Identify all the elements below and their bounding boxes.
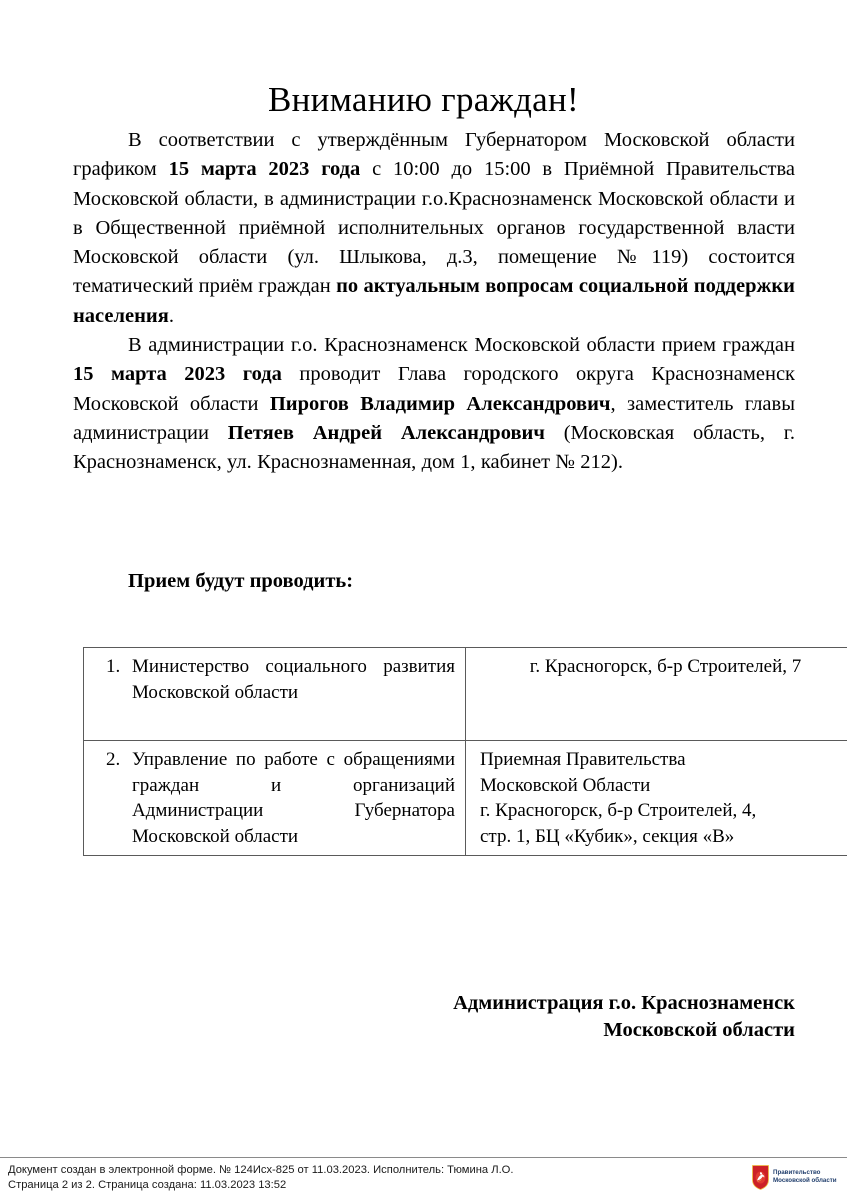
table-row: [84, 741, 847, 856]
paragraph1-segment-1: В соответствии с утверждённым Губернатором Московской области графиком: [73, 129, 795, 181]
table-cell-address: [466, 741, 847, 856]
table-cell-organization: [84, 648, 466, 741]
paragraph2-segment-1: В администрации г.о. Краснознаменск Московской области прием граждан: [128, 334, 795, 357]
badge-line-2: Московской области: [773, 1177, 837, 1184]
paragraph2-segment-2: проводит Глава городского округа Краснознаменск Московской области: [73, 363, 795, 415]
signature-line-1: Администрация г.о. Краснознаменск: [453, 992, 795, 1014]
government-badge: [752, 1162, 840, 1192]
paragraph1-segment-3: .: [168, 304, 174, 327]
footer-line-1: Документ создан в электронной форме. № 124Исх-825 от 11.03.2023. Исполнитель: Тюмина Л.О.: [8, 1164, 514, 1176]
badge-line-1: Правительство: [773, 1169, 821, 1177]
footer-line-2: Страница 2 из 2. Страница создана: 11.03.2023 13:52: [8, 1178, 287, 1191]
table-organization-name: Управление по работе с обращениями граждан и организаций Администрации Губернатора Московской области: [132, 749, 455, 847]
paragraph1-topic-bold: по актуальным вопросам социальной поддержки населения: [73, 275, 795, 327]
paragraph2-head-name-bold: Пирогов Владимир Александрович: [269, 392, 611, 415]
page-title: Вниманию граждан!: [267, 80, 579, 120]
table-cell-organization: [84, 741, 466, 856]
address-line: стр. 1, БЦ «Кубик», секция «В»: [480, 825, 735, 847]
paragraph2-deputy-name-bold: Петяев Андрей Александрович: [227, 421, 545, 444]
paragraph2-segment-4: (Московская область, г. Краснознаменск, ул. Краснознаменная, дом 1, кабинет № 212).: [73, 421, 796, 474]
signature-block: [453, 990, 795, 1044]
government-badge-caption: [773, 1169, 840, 1184]
table-organization-name: Министерство социального развития Московской области: [132, 656, 455, 703]
paragraph1-segment-2: с 10:00 до 15:00 в Приёмной Правительства Московской области, в администрации г.о.Краснознаменск Московской области и в Общественной приёмной исполнительных органов государственной власти Московской области (ул. Шлыкова, д.3, помещение №119) состоится тематический приём граждан: [73, 158, 795, 298]
address-line: Московской Области: [480, 774, 651, 796]
footer-electronic-stamp: [8, 1163, 728, 1192]
paragraph-officials-details: [73, 331, 795, 477]
table-row: [84, 648, 847, 741]
address-line: г. Красногорск, б-р Строителей, 7: [529, 656, 802, 677]
table-cell-address: [466, 648, 847, 741]
subheading-reception-hosts: Прием будут проводить:: [128, 570, 354, 592]
address-line: Приемная Правительства: [480, 749, 686, 770]
address-line: г. Красногорск, б-р Строителей, 4,: [480, 800, 757, 821]
footer-divider: [0, 1157, 847, 1158]
paragraph2-segment-3: , заместитель главы администрации: [73, 392, 795, 444]
paragraph-notice-details: [73, 126, 795, 331]
table-row-number: 2.: [106, 749, 121, 770]
signature-line-2: Московской области: [603, 1019, 795, 1041]
reception-table: [83, 647, 847, 856]
paragraph2-date-bold: 15 марта 2023 года: [73, 363, 282, 386]
moscow-region-coat-of-arms-icon: [752, 1165, 769, 1190]
paragraph1-date-bold: 15 марта 2023 года: [168, 158, 361, 181]
document-body: [73, 126, 795, 478]
table-row-number: 1.: [106, 656, 121, 677]
